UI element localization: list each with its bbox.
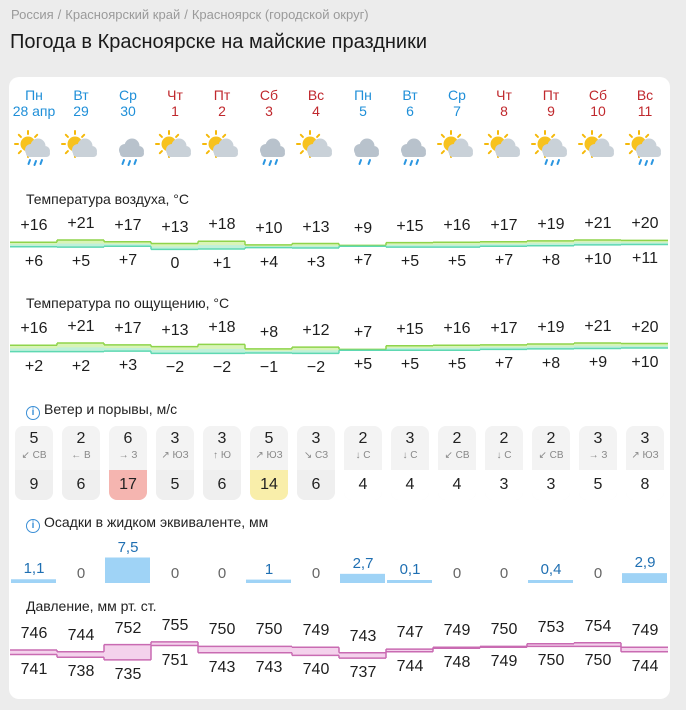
day-weekday: Чт <box>167 87 183 103</box>
wind-direction: ← В <box>71 450 91 461</box>
wind-tile[interactable] <box>62 426 100 500</box>
wind-direction: → З <box>118 450 138 461</box>
feels-temp-max-value: +15 <box>396 320 424 338</box>
feels-temp-max-value: +16 <box>443 320 471 338</box>
day-date: 10 <box>590 103 606 119</box>
wind-tile[interactable] <box>250 426 288 500</box>
air-temp <box>10 240 668 249</box>
pressure-min-value: 735 <box>114 665 142 683</box>
wind-speed: 3 <box>640 430 650 447</box>
partly-cloudy-icon <box>437 130 477 166</box>
cloudy-rain-icon <box>249 130 289 166</box>
air-temp-min-value: 0 <box>170 255 180 273</box>
day-date: 30 <box>120 103 136 119</box>
day-date: 5 <box>359 103 367 119</box>
air-temp-min-value: +7 <box>118 252 138 270</box>
wind-tile[interactable] <box>391 426 429 500</box>
wind-speed: 5 <box>264 430 274 447</box>
precip-value: 2,7 <box>352 554 374 572</box>
precip-value: 0,1 <box>399 561 421 578</box>
feels-temp-max-value: +20 <box>631 318 659 336</box>
air-temp-max-value: +16 <box>20 217 48 235</box>
air-temp-min-value: +10 <box>584 250 612 268</box>
air-temp-min-value: +5 <box>400 253 420 271</box>
day-weekday: Вс <box>307 87 325 103</box>
wind-direction: ↙ СВ <box>21 450 47 461</box>
wind-direction: ↗ ЮЗ <box>631 450 659 461</box>
feels-temp-max-value: +17 <box>114 319 142 337</box>
air-temp-min-value: +4 <box>259 253 279 271</box>
wind-speed: 2 <box>452 430 462 447</box>
precip-value: 1 <box>264 560 274 578</box>
pressure-min-value: 749 <box>490 653 518 671</box>
feels-temp-min-value: +2 <box>71 357 91 375</box>
pressure-max-value: 755 <box>161 616 189 634</box>
partly-cloudy-rain-icon <box>14 130 54 166</box>
wind-speed: 3 <box>217 430 227 447</box>
wind-gust: 3 <box>485 470 523 500</box>
day-date: 9 <box>547 103 555 119</box>
wind-speed: 3 <box>405 430 415 447</box>
feels-temp-max-value: +16 <box>20 320 48 338</box>
pressure-max-value: 753 <box>537 618 565 636</box>
wind-tile[interactable] <box>626 426 664 500</box>
wind-speed: 3 <box>311 430 321 447</box>
wind-gust: 17 <box>109 470 147 500</box>
wind-speed: 5 <box>29 430 39 447</box>
air-temp-max-value: +10 <box>255 219 283 237</box>
precip-value: 0 <box>76 565 86 582</box>
wind-direction: ↗ ЮЗ <box>161 450 189 461</box>
day-date: 4 <box>312 103 320 119</box>
air-temp-max-value: +13 <box>302 218 330 236</box>
precip-value: 0 <box>170 565 180 582</box>
precip-value: 1,1 <box>23 560 45 578</box>
wind-direction: ↓ С <box>402 450 418 461</box>
pressure-min-value: 741 <box>20 660 48 678</box>
wind-speed: 2 <box>546 430 556 447</box>
pressure-min-value: 750 <box>537 652 565 670</box>
air-temp-max-value: +16 <box>443 217 471 235</box>
pressure-max-value: 750 <box>208 621 236 639</box>
air-temp-min-value: +8 <box>541 251 561 269</box>
feels-temp-min-value: +3 <box>118 357 138 375</box>
pressure-min-value: 750 <box>584 652 612 670</box>
pressure-min-value: 748 <box>443 654 471 672</box>
wind-direction: ↓ С <box>355 450 371 461</box>
feels-temp-min-value: −2 <box>212 359 232 377</box>
pressure-min-value: 737 <box>349 664 377 682</box>
feels-temp-min-value: +2 <box>24 357 44 375</box>
day-date: 2 <box>218 103 226 119</box>
wind-tile[interactable] <box>156 426 194 500</box>
pressure-max-value: 752 <box>114 619 142 637</box>
wind-tile[interactable] <box>579 426 617 500</box>
wind-gust: 4 <box>344 470 382 500</box>
pressure-min-value: 740 <box>302 661 330 679</box>
air-temp-max-value: +17 <box>490 216 518 234</box>
precip-value: 0 <box>593 565 603 582</box>
day-weekday: Ср <box>448 87 466 103</box>
pressure-min-value: 743 <box>208 658 236 676</box>
wind-direction: ↘ СЗ <box>303 450 329 461</box>
day-weekday: Чт <box>496 87 512 103</box>
partly-cloudy-icon <box>296 130 336 166</box>
air-temp-max-value: +21 <box>584 214 612 232</box>
air-temp-max-value: +18 <box>208 216 236 234</box>
wind-tile[interactable] <box>15 426 53 500</box>
air-temp-min-value: +11 <box>632 250 658 268</box>
air-temp-title: Температура воздуха, °C <box>26 191 189 207</box>
precip-title-label: Осадки в жидком эквиваленте, мм <box>44 514 269 530</box>
air-temp-max-value: +21 <box>67 214 95 232</box>
partly-cloudy-icon <box>155 130 195 166</box>
pressure-max-value: 750 <box>490 621 518 639</box>
feels-temp-max-value: +19 <box>537 318 565 336</box>
air-temp-min-value: +7 <box>353 252 373 270</box>
day-weekday: Пн <box>354 87 372 103</box>
wind-gust: 6 <box>297 470 335 500</box>
precip-value: 0 <box>311 565 321 582</box>
day-weekday: Сб <box>259 87 279 103</box>
wind-gust: 6 <box>62 470 100 500</box>
wind-tile[interactable] <box>485 426 523 500</box>
pressure-max-value: 746 <box>20 625 48 642</box>
wind-gust: 8 <box>626 470 664 500</box>
partly-cloudy-icon <box>578 130 618 166</box>
wind-speed: 2 <box>76 430 86 447</box>
feels-temp-min-value: +9 <box>588 354 608 372</box>
precip-bar <box>387 580 432 583</box>
day-date: 1 <box>171 103 179 119</box>
wind-title-label: Ветер и порывы, м/с <box>44 401 178 417</box>
wind-tile[interactable] <box>203 426 241 500</box>
precip-value: 0 <box>217 565 227 582</box>
feels-temp-max-value: +7 <box>353 324 373 342</box>
cloudy-light-rain-icon <box>343 130 383 166</box>
day-weekday: Вт <box>73 87 89 103</box>
pressure-max-value: 749 <box>443 622 471 640</box>
wind-speed: 2 <box>499 430 509 447</box>
day-weekday: Пт <box>213 87 231 103</box>
pressure-max-value: 754 <box>584 617 612 635</box>
feels-temp-max-value: +8 <box>259 323 279 341</box>
feels-temp-max-value: +17 <box>490 319 518 337</box>
wind-tile[interactable] <box>532 426 570 500</box>
wind-tile[interactable] <box>109 426 147 500</box>
day-weekday: Пн <box>25 87 43 103</box>
breadcrumb-link[interactable]: Красноярский край <box>65 7 181 22</box>
info-icon[interactable]: i <box>26 519 40 533</box>
feels-temp-max-value: +21 <box>584 318 612 336</box>
air-temp-max-value: +15 <box>396 217 424 235</box>
pressure-max-value: 743 <box>349 627 377 645</box>
day-date: 3 <box>265 103 273 119</box>
wind-gust: 5 <box>579 470 617 500</box>
feels-temp-min-value: −2 <box>165 359 185 377</box>
pressure-min-value: 744 <box>396 657 424 675</box>
breadcrumb-separator: / <box>184 7 188 22</box>
wind-direction: ↑ Ю <box>213 450 231 461</box>
precip-value: 0 <box>452 565 462 582</box>
precip-value: 0 <box>499 565 509 582</box>
wind-speed: 3 <box>593 430 603 447</box>
wind-gust: 4 <box>391 470 429 500</box>
wind-gust: 6 <box>203 470 241 500</box>
pressure-min-value: 751 <box>161 651 189 669</box>
air-temp-max-value: +19 <box>537 215 565 233</box>
feels-temp-min-value: +5 <box>400 356 420 374</box>
day-weekday: Ср <box>119 87 137 103</box>
pressure-min-value: 738 <box>67 663 95 681</box>
partly-cloudy-rain-icon <box>531 130 571 166</box>
day-date: 6 <box>406 103 414 119</box>
wind-direction: ↗ ЮЗ <box>255 450 283 461</box>
pressure-min-value: 744 <box>631 657 659 675</box>
wind-gust: 5 <box>156 470 194 500</box>
pressure-max-value: 744 <box>67 626 95 644</box>
day-weekday: Вт <box>402 87 418 103</box>
partly-cloudy-icon <box>484 130 524 166</box>
pressure-min-value: 743 <box>255 658 283 676</box>
cloudy-rain-icon <box>390 130 430 166</box>
pressure-max-value: 749 <box>631 622 659 640</box>
feels-temp-min-value: +5 <box>353 356 373 374</box>
wind-gust: 4 <box>438 470 476 500</box>
partly-cloudy-icon <box>202 130 242 166</box>
partly-cloudy-icon <box>61 130 101 166</box>
precip-bar <box>11 579 56 583</box>
precip-bar <box>622 573 667 583</box>
wind-direction: ↙ СВ <box>538 450 564 461</box>
feels-temp-title: Температура по ощущению, °C <box>26 295 230 311</box>
wind-direction: ↓ С <box>496 450 512 461</box>
precip-bar <box>340 574 385 583</box>
air-temp-min-value: +3 <box>306 254 326 272</box>
wind-gust: 9 <box>15 470 53 500</box>
day-weekday: Вс <box>636 87 654 103</box>
wind-gust: 14 <box>250 470 288 500</box>
pressure-max-value: 749 <box>302 622 330 640</box>
feels-temp-min-value: −1 <box>259 358 279 376</box>
precip-bar <box>246 580 291 583</box>
feels-temp-max-value: +21 <box>67 318 95 336</box>
air-temp-max-value: +20 <box>631 215 659 233</box>
pressure-max-value: 747 <box>396 624 424 642</box>
band-upper-segment <box>104 645 151 653</box>
feels-temp-min-value: −2 <box>306 359 326 377</box>
wind-speed: 3 <box>170 430 180 447</box>
precip-value: 0,4 <box>540 561 562 578</box>
breadcrumb-link[interactable]: Россия <box>11 7 54 22</box>
feels-temp-min-value: +7 <box>494 355 514 373</box>
day-date: 7 <box>453 103 461 119</box>
page-title: Погода в Красноярске на майские праздники <box>10 31 428 53</box>
wind-speed: 2 <box>358 430 368 447</box>
wind-gust: 3 <box>532 470 570 500</box>
pressure-max-value: 750 <box>255 621 283 639</box>
wind-tile[interactable] <box>297 426 335 500</box>
air-temp-max-value: +13 <box>161 218 189 236</box>
feels-temp-max-value: +13 <box>161 321 189 339</box>
air-temp-min-value: +7 <box>494 252 514 270</box>
partly-cloudy-rain-icon <box>625 130 665 166</box>
day-date: 11 <box>637 103 653 119</box>
air-temp-max-value: +17 <box>114 216 142 234</box>
feels-temp-max-value: +18 <box>208 319 236 337</box>
wind-tile[interactable] <box>438 426 476 500</box>
air-temp-min-value: +1 <box>212 254 232 272</box>
band-lower-segment <box>104 652 151 660</box>
air-temp-min-value: +5 <box>71 253 91 271</box>
feels-temp <box>10 343 668 353</box>
precip-bar <box>105 558 150 584</box>
info-icon[interactable]: i <box>26 406 40 420</box>
day-weekday: Пт <box>542 87 560 103</box>
precip-value: 2,9 <box>634 554 656 572</box>
breadcrumb-separator: / <box>57 7 62 22</box>
cloudy-rain-icon <box>108 130 148 166</box>
feels-temp-min-value: +10 <box>631 354 659 371</box>
air-temp-min-value: +5 <box>447 253 467 271</box>
day-date: 8 <box>500 103 508 119</box>
wind-direction: → З <box>588 450 608 461</box>
day-date: 29 <box>73 103 89 119</box>
air-temp-min-value: +6 <box>24 252 44 270</box>
feels-temp-min-value: +5 <box>447 356 467 374</box>
day-date: 28 апр <box>12 103 56 119</box>
wind-direction: ↙ СВ <box>444 450 470 461</box>
feels-temp-min-value: +8 <box>541 354 561 372</box>
wind-tile[interactable] <box>344 426 382 500</box>
pressure-title: Давление, мм рт. ст. <box>26 598 157 614</box>
precip-value: 7,5 <box>117 538 139 556</box>
day-weekday: Сб <box>588 87 608 103</box>
wind-speed: 6 <box>123 430 133 447</box>
breadcrumb-link[interactable]: Красноярск (городской округ) <box>191 7 369 22</box>
precip-bar <box>528 580 573 583</box>
feels-temp-max-value: +12 <box>302 322 330 340</box>
air-temp-max-value: +9 <box>353 220 373 238</box>
